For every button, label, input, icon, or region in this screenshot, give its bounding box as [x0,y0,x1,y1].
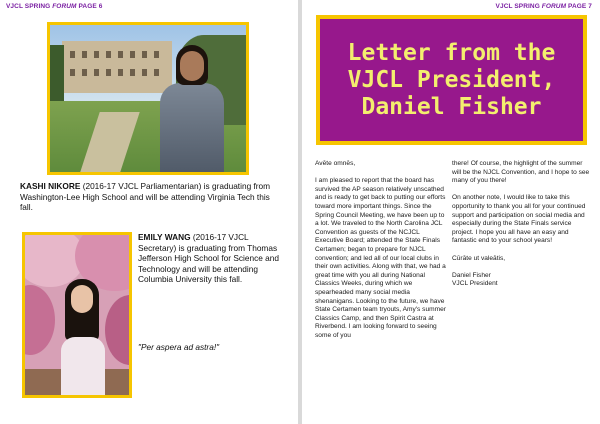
profile-name: KASHI NIKORE [20,181,81,191]
right-page [302,0,600,424]
letter-title-box [316,15,587,145]
photo-person [156,45,226,175]
left-page [0,0,298,424]
letter-paragraph: On another note, I would like to take this opportunity to thank you all for your continued support and participation on social media and especially during the State Finals service project. I hope you all have an easy and fantastic end to your school years! [452,194,586,245]
letter-paragraph: I am pleased to report that the board has survived the AP season relatively unscathed and is ready to get back to putting our efforts toward more important things. Since the Spring Council Meeting, we have been up to a lot. We traveled to the North Carolina JCL Convention as guests of the NCJCL Executive Board; attended the State Finals Certamen; began to prepare for NJCL convention; and led all of our local clubs in their own activities. Along with that, we had a great time with you all during National Classics Weeks, during which we spearheaded many social media shenanigans. Looking to the future, we have State Certamen team tryouts, Amy's summer Classics Camp, and then Spirit Castra at Riverbend. I am looking forward to seeing some of you [315,177,446,339]
letter-salutation: Avēte omnēs, [315,160,356,167]
profile-quote: "Per aspera ad astra!" [138,342,220,352]
profile-name: EMILY WANG [138,232,191,242]
letter-column-2 [452,160,590,289]
running-head-suffix: PAGE 7 [566,3,592,10]
kashi-nikore-photo [47,22,249,175]
emily-wang-photo [22,232,132,398]
letter-paragraph: there! Of course, the highlight of the summer will be the NJCL Convention, and I hope to see many of you there! [452,160,590,185]
profile-text: (2016-17 VJCL Parliamentarian) is graduating from Washington-Lee High School and will be attending Virginia Tech this fall. [20,181,271,213]
letter-signature: Daniel Fisher VJCL President [452,271,498,288]
letter-title: Letter from the VJCL President, Daniel Fisher [347,39,556,120]
running-head-left [6,3,102,10]
letter-closing: Cūrāte ut valeātis, [452,254,506,262]
profile-text: (2016-17 VJCL Secretary) is graduating from Thomas Jefferson High School for Science and Technology and will be attending Columbia University this fall. [138,232,279,285]
running-head-forum: FORUM [52,3,77,10]
running-head-prefix: VJCL SPRING [6,3,53,10]
running-head-forum: FORUM [541,3,567,10]
letter-column-1 [315,160,449,340]
kashi-nikore-caption [20,181,285,213]
running-head-suffix: PAGE 6 [76,3,103,10]
running-head-right [496,3,592,10]
running-head-prefix: VJCL SPRING [495,3,542,10]
emily-wang-caption [138,232,288,285]
photo-person [55,279,115,398]
